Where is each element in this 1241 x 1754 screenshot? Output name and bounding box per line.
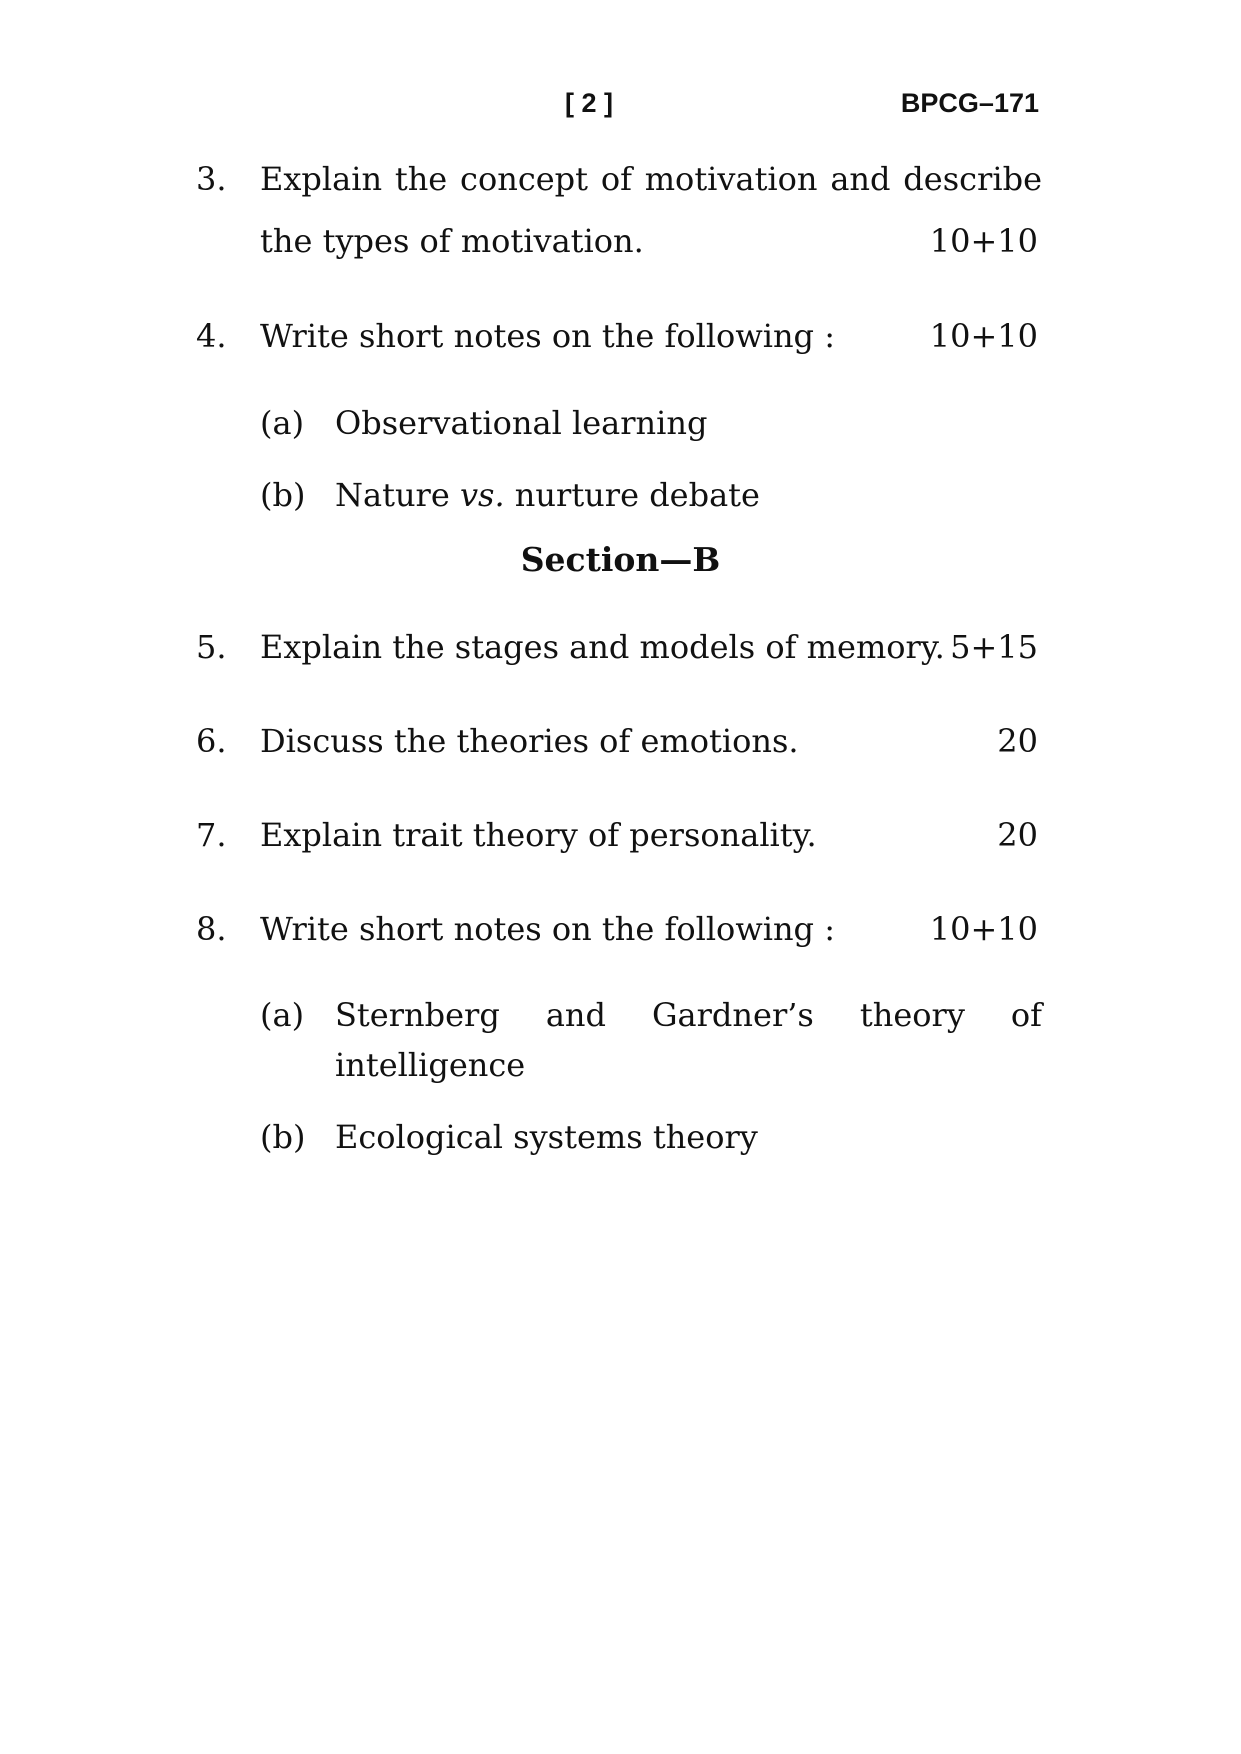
question-marks: 10+10 <box>929 910 1038 948</box>
subpart-label: (b) <box>260 1118 306 1156</box>
subpart-text-italic: vs. <box>459 476 505 514</box>
question-number: 5. <box>196 628 227 666</box>
question-7 <box>196 804 1042 866</box>
subpart-8b <box>260 1112 1042 1162</box>
subpart-4a <box>260 398 1042 448</box>
question-4 <box>196 305 1042 367</box>
subpart-label: (b) <box>260 476 306 514</box>
question-marks: 20 <box>997 816 1038 854</box>
subpart-text-line1: Sternberg and Gardner’s theory of <box>335 996 1042 1034</box>
question-3 <box>196 148 1042 272</box>
section-heading-text: Section—B <box>520 540 721 579</box>
subpart-text-line2: intelligence <box>335 1046 526 1084</box>
question-text: Explain the stages and models of memory. <box>260 628 945 666</box>
question-marks: 5+15 <box>950 628 1038 666</box>
subpart-text: Observational learning <box>335 404 708 442</box>
course-code: BPCG–171 <box>900 88 1039 118</box>
subpart-8a <box>260 990 1042 1090</box>
question-8 <box>196 898 1042 960</box>
question-text: Discuss the theories of emotions. <box>260 722 799 760</box>
question-number: 8. <box>196 910 227 948</box>
page-header <box>0 88 1241 128</box>
question-marks: 10+10 <box>929 317 1038 355</box>
subpart-label: (a) <box>260 996 305 1034</box>
section-heading <box>0 540 1241 579</box>
question-marks: 10+10 <box>929 222 1038 260</box>
question-text: Explain trait theory of personality. <box>260 816 817 854</box>
question-number: 4. <box>196 317 227 355</box>
question-number: 6. <box>196 722 227 760</box>
question-text-line1: Explain the concept of motivation and describe <box>260 160 1042 198</box>
subpart-text-part: nurture debate <box>504 476 760 514</box>
subpart-label: (a) <box>260 404 305 442</box>
question-6 <box>196 710 1042 772</box>
question-text-line2: the types of motivation. <box>260 222 644 260</box>
page-number: [ 2 ] <box>565 88 614 118</box>
subpart-text <box>335 470 1042 520</box>
question-number: 7. <box>196 816 227 854</box>
subpart-4b <box>260 470 1042 520</box>
subpart-text: Ecological systems theory <box>335 1118 758 1156</box>
question-number: 3. <box>196 160 227 198</box>
subpart-text-part: Nature <box>335 476 460 514</box>
question-marks: 20 <box>997 722 1038 760</box>
question-text: Write short notes on the following : <box>260 910 835 948</box>
question-5 <box>196 616 1042 678</box>
question-text: Write short notes on the following : <box>260 317 835 355</box>
